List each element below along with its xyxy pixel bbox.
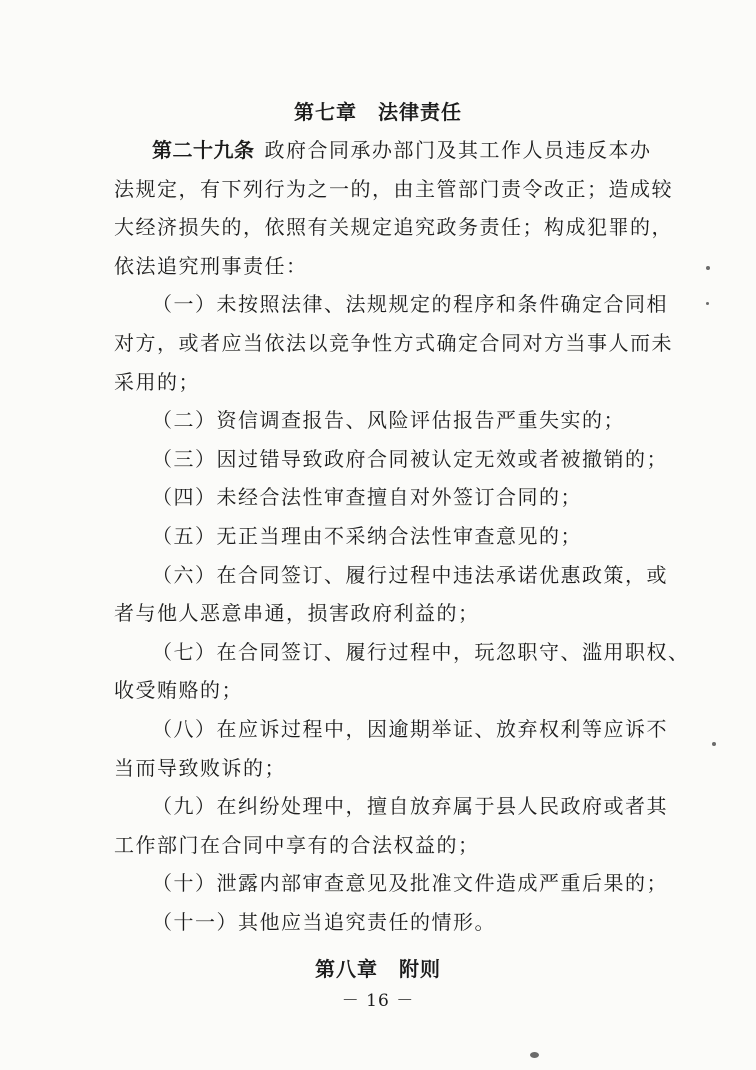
scan-speck (706, 266, 710, 270)
item-8-line-2: 当而导致败诉的； (114, 756, 286, 780)
item-1-line-1: （一）未按照法律、法规规定的程序和条件确定合同相 (152, 292, 668, 316)
item-3: （三）因过错导致政府合同被认定无效或者被撤销的； (152, 447, 668, 471)
article-29-text: 政府合同承办部门及其工作人员违反本办 (264, 138, 652, 162)
item-9-line-1: （九）在纠纷处理中，擅自放弃属于县人民政府或者其 (152, 794, 668, 818)
item-4: （四）未经合法性审查擅自对外签订合同的； (152, 485, 582, 509)
article-29-line-4: 依法追究刑事责任： (114, 254, 308, 278)
scan-speck (706, 302, 709, 305)
item-1-line-3: 采用的； (114, 370, 200, 394)
item-10: （十）泄露内部审查意见及批准文件造成严重后果的； (152, 871, 668, 895)
scan-speck (530, 1052, 539, 1058)
item-6-line-1: （六）在合同签订、履行过程中违法承诺优惠政策，或 (152, 563, 668, 587)
chapter-7-heading: 第七章 法律责任 (294, 100, 462, 124)
article-29-label: 第二十九条 (152, 138, 255, 162)
item-9-line-2: 工作部门在合同中享有的合法权益的； (114, 833, 480, 857)
scan-speck (712, 742, 716, 746)
item-7-line-2: 收受贿赂的； (114, 678, 243, 702)
item-6-line-2: 者与他人恶意串通，损害政府利益的； (114, 601, 480, 625)
chapter-8-heading: 第八章 附则 (315, 957, 441, 981)
item-5: （五）无正当理由不采纳合法性审查意见的； (152, 524, 582, 548)
item-8-line-1: （八）在应诉过程中，因逾期举证、放弃权利等应诉不 (152, 717, 668, 741)
item-1-line-2: 对方，或者应当依法以竞争性方式确定合同对方当事人而未 (114, 331, 673, 355)
article-29-line-2: 法规定，有下列行为之一的，由主管部门责令改正；造成较 (114, 177, 673, 201)
item-7-line-1: （七）在合同签订、履行过程中，玩忽职守、滥用职权、 (152, 640, 690, 664)
article-29-line-1 (152, 136, 652, 164)
article-29-line-3: 大经济损失的，依照有关规定追究政务责任；构成犯罪的， (114, 215, 673, 239)
page-number: － 16 － (341, 991, 415, 1011)
item-11: （十一）其他应当追究责任的情形。 (152, 910, 496, 934)
item-2: （二）资信调查报告、风险评估报告严重失实的； (152, 408, 625, 432)
